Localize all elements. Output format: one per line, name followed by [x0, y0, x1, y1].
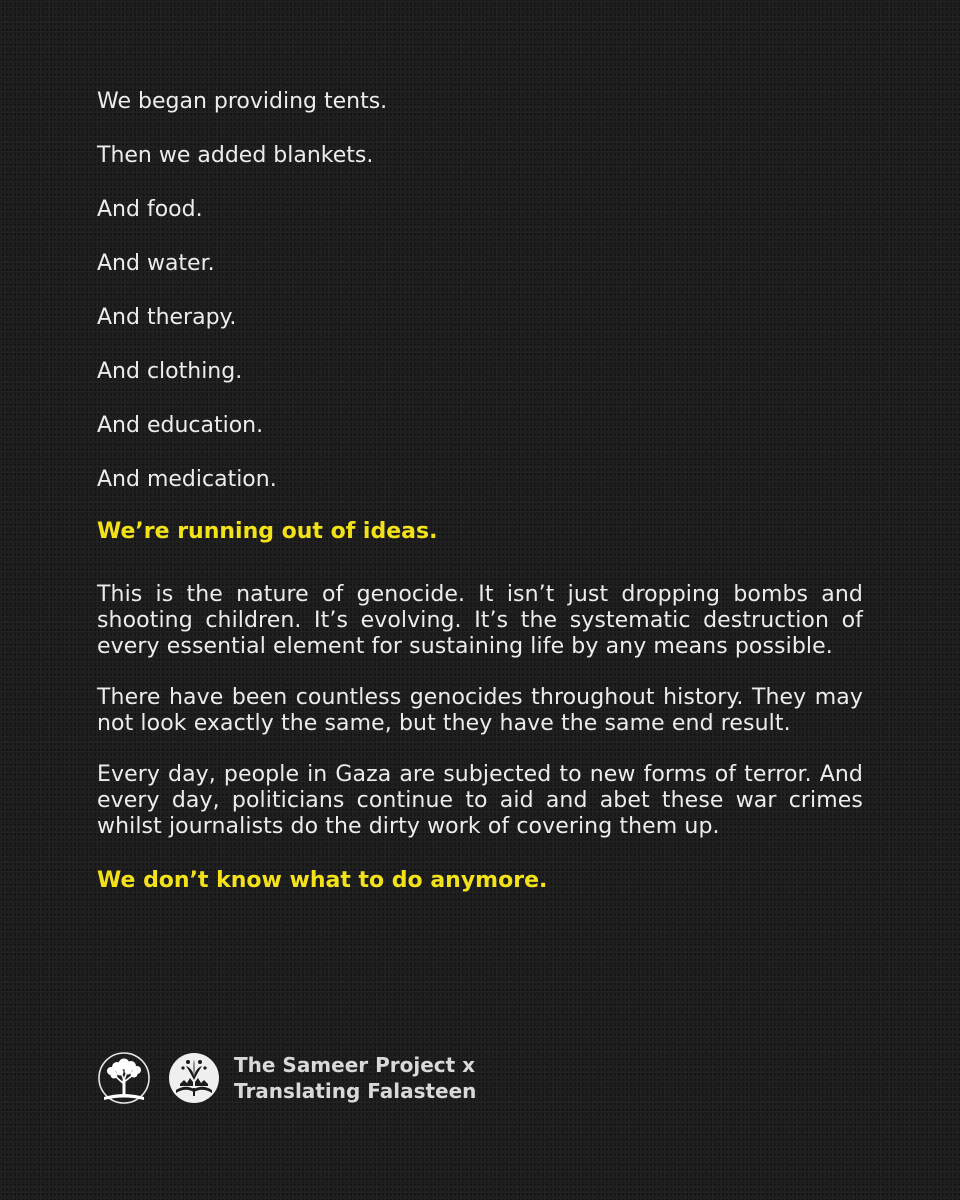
translating-falasteen-logo-icon: [166, 1050, 222, 1106]
statement-line: We began providing tents.: [97, 89, 388, 114]
post-body: [97, 84, 863, 897]
statement-line: And medication.: [97, 467, 277, 492]
sameer-project-tree-logo-icon: [96, 1050, 152, 1106]
statement-line: And education.: [97, 413, 264, 438]
statement-line: And clothing.: [97, 359, 243, 384]
body-paragraph: There have been countless genocides throughout history. They may not look exactly the same, but they have the same end result.: [97, 685, 863, 736]
footer-credit-text: [234, 1052, 476, 1104]
body-paragraph: Every day, people in Gaza are subjected to new forms of terror. And every day, politicians continue to aid and abet these war crimes whilst journalists do the dirty work of covering them up.: [97, 762, 863, 839]
footer-credit-line: The Sameer Project x: [234, 1053, 476, 1077]
statement-line: Then we added blankets.: [97, 143, 374, 168]
statement-line: And therapy.: [97, 305, 237, 330]
footer-credit-line: Translating Falasteen: [234, 1079, 477, 1103]
statement-line: And water.: [97, 251, 215, 276]
highlight-statement: We’re running out of ideas.: [97, 519, 438, 544]
statement-line: And food.: [97, 197, 203, 222]
footer-credits: [96, 1048, 476, 1108]
body-paragraph: This is the nature of genocide. It isn’t just dropping bombs and shooting children. It’s evolving. It’s the systematic destruction of every essential element for sustaining life by any means possible.: [97, 582, 863, 659]
closing-highlight-statement: We don’t know what to do anymore.: [97, 868, 548, 893]
